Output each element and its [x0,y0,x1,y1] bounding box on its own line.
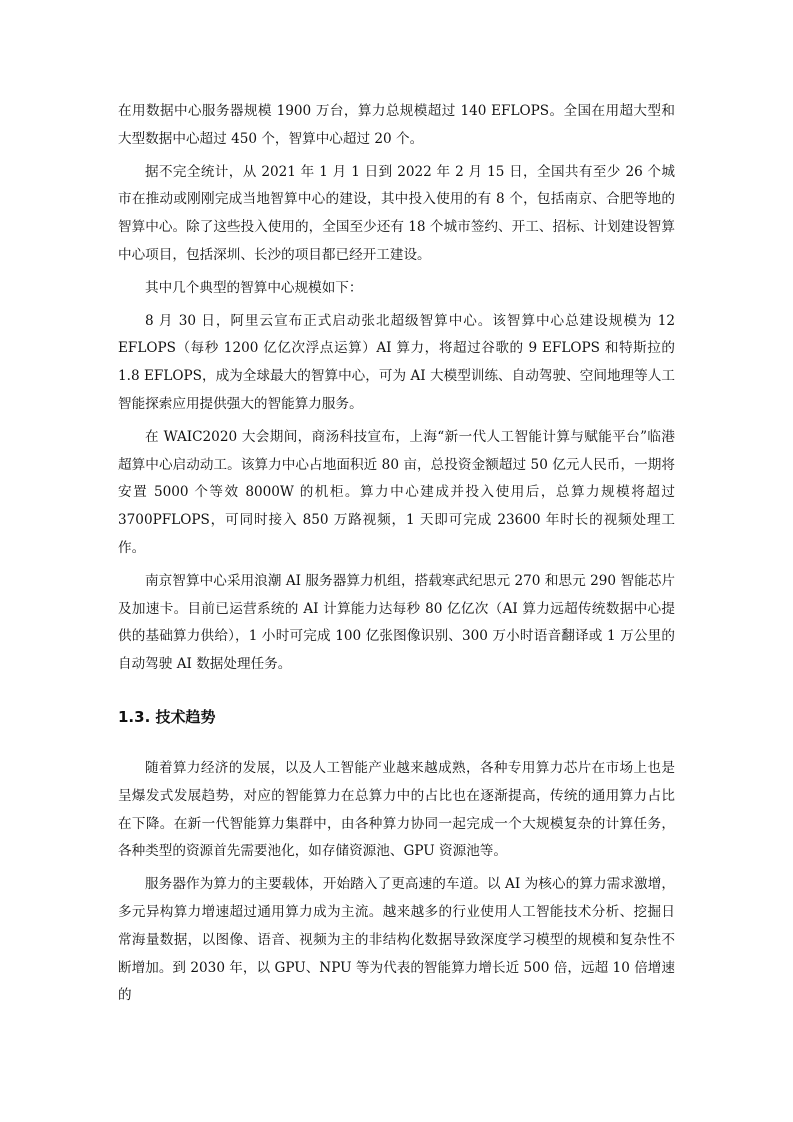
paragraph-statistics: 据不完全统计，从 2021 年 1 月 1 日到 2022 年 2 月 15 日，全国共有至少 26 个城市在推动或刚刚完成当地智算中心的建设，其中投入使用的有 8 个，包括南京、合肥等地的智算中心。除了这些投入使用的，全国至少还有 18 个城市签约、开工、招标、计划建设智算中心项目，包括深圳、长沙的项目都已经开工建设。 [118,163,675,263]
paragraph-server-scale: 在用数据中心服务器规模 1900 万台，算力总规模超过 140 EFLOPS。全国在用超大型和大型数据中心超过 450 个，智算中心超过 20 个。 [118,103,675,147]
paragraph-trend-1: 随着算力经济的发展，以及人工智能产业越来越成熟，各种专用算力芯片在市场上也是呈爆发式发展趋势，对应的智能算力在总算力中的占比也在逐渐提高，传统的通用算力占比在下降。在新一代智能算力集群中，由各种算力协同一起完成一个大规模复杂的计算任务，各种类型的资源首先需要池化，如存储资源池、GPU 资源池等。 [118,759,675,860]
paragraph-sensetime: 在 WAIC2020 大会期间，商汤科技宣布，上海“新一代人工智能计算与赋能平台”临港超算中心启动动工。该算力中心占地面积近 80 亩，总投资金额超过 50 亿元人民币，一期将安置 5000 个等效 8000W 的机柜。算力中心建成并投入使用后，总算力规模将超过 3700PFLOPS，可同时接入 850 万路视频，1 天即可完成 23600 年时长的视频处理工作。 [118,428,675,556]
paragraph-nanjing: 南京智算中心采用浪潮 AI 服务器算力机组，搭载寒武纪思元 270 和思元 290 智能芯片及加速卡。目前已运营系统的 AI 计算能力达每秒 80 亿亿次（AI 算力远超传统数据中心提供的基础算力供给），1 小时可完成 100 亿张图像识别、300 万小时语音翻译或 1 万公里的自动驾驶 AI 数据处理任务。 [118,572,675,673]
section-heading: 1.3. 技术趋势 [118,707,216,726]
paragraph-typical-intro: 其中几个典型的智算中心规模如下： [145,279,363,296]
document-page [118,98,675,1010]
paragraph-trend-2: 服务器作为算力的主要载体，开始踏入了更高速的车道。以 AI 为核心的算力需求激增，多元异构算力增速超过通用算力成为主流。越来越多的行业使用人工智能技术分析、挖掘日常海量数据，以图像、语音、视频为主的非结构化数据导致深度学习模型的规模和复杂性不断增加。到 2030 年，以 GPU、NPU 等为代表的智能算力增长近 500 倍，远超 10 倍增速的 [118,876,675,1004]
paragraph-alibaba: 8 月 30 日，阿里云宣布正式启动张北超级智算中心。该智算中心总建设规模为 12 EFLOPS（每秒 1200 亿亿次浮点运算）AI 算力，将超过谷歌的 9 EFLOPS 和特斯拉的 1.8 EFLOPS，成为全球最大的智算中心，可为 AI 大模型训练、自动驾驶、空间地理等人工智能探索应用提供强大的智能算力服务。 [118,312,675,412]
